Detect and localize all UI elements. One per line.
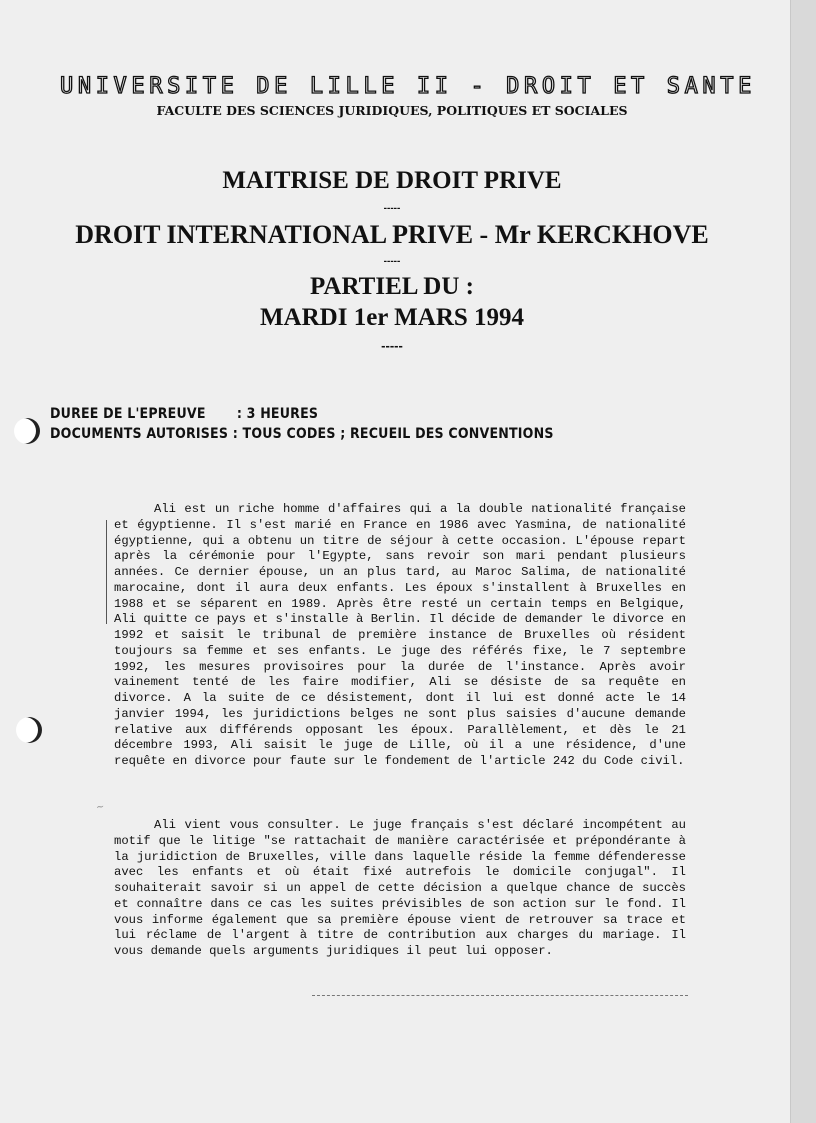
exam-date: MARDI 1er MARS 1994 [259, 304, 525, 331]
course-title: DROIT INTERNATIONAL PRIVE - Mr KERCKHOVE [75, 220, 709, 249]
duration-value: : 3 HEURES [236, 406, 319, 422]
documents-line [50, 426, 554, 442]
duration-label: DUREE DE L'EPREUVE [50, 406, 206, 422]
degree-title: MAITRISE DE DROIT PRIVE [222, 167, 562, 194]
punch-hole [16, 717, 42, 743]
margin-mark [106, 520, 107, 624]
separator: ----- [383, 203, 401, 214]
faculty-header: FACULTE DES SCIENCES JURIDIQUES, POLITIQUES ET SOCIALES [156, 103, 628, 118]
university-header: UNIVERSITE DE LILLE II - DROIT ET SANTE [60, 74, 756, 99]
case-paragraph-2 [114, 818, 686, 960]
handwritten-mark: ~ [95, 801, 106, 814]
duration-line [50, 406, 318, 422]
paragraph-text: Ali est un riche homme d'affaires qui a la double nationalité française et égyptienne. Il s'est marié en France en 1986 avec Yasmina, de nationalité égyptienne, qui a obtenu un titre de séjour à cette occasion. L'épouse repart après la cérémonie pour l'Egypte, sans revoir son mari pendant plusieurs années. Ce dernier épouse, un an plus tard, au Maroc Salima, de nationalité marocaine, dont il aura deux enfants. Les époux s'installent à Bruxelles en 1988 et se séparent en 1989. Après être resté un certain temps en Belgique, Ali quitte ce pays et s'installe à Berlin. Il décide de demander le divorce en 1992 et saisit le tribunal de première instance de Bruxelles où résident toujours sa femme et ses enfants. Le juge des référés fixe, le 7 septembre 1992, les mesures provisoires pour la durée de l'instance. Après avoir vainement tenté de les faire modifier, Ali se désiste de sa requête en divorce. A la suite de ce désistement, dont il lui est donné acte le 14 janvier 1994, les juridictions belges ne sont plus saisies d'aucune demande relative aux différends opposant les époux. Parallèlement, et dès le 21 décembre 1993, Ali saisit le juge de Lille, où il a une résidence, d'une requête en divorce pour faute sur le fondement de l'article 242 du Code civil. [114, 502, 686, 768]
separator: ----- [383, 256, 401, 267]
exam-title: PARTIEL DU : [310, 273, 474, 300]
case-paragraph-1 [114, 502, 686, 770]
punch-hole [14, 418, 40, 444]
paragraph-text: Ali vient vous consulter. Le juge français s'est déclaré incompétent au motif que le litige "se rattachait de manière caractérisée et prépondérante à la juridiction de Bruxelles, ville dans laquelle réside la femme défenderesse avec les enfants et où était fixé autrefois le domicile conjugal". Il souhaiterait savoir si un appel de cette décision a quelque chance de succès et connaître dans ce cas les suites prévisibles de son action sur le fond. Il vous informe également que sa première épouse vient de retrouver sa trace et lui réclame de l'argent à titre de contribution aux charges du mariage. Il vous demande quels arguments juridiques il peut lui opposer. [114, 818, 686, 958]
documents-value: : TOUS CODES ; RECUEIL DES CONVENTIONS [232, 426, 554, 442]
separator: ----- [381, 338, 403, 353]
bottom-rule [312, 995, 688, 996]
documents-label: DOCUMENTS AUTORISES [50, 426, 229, 442]
